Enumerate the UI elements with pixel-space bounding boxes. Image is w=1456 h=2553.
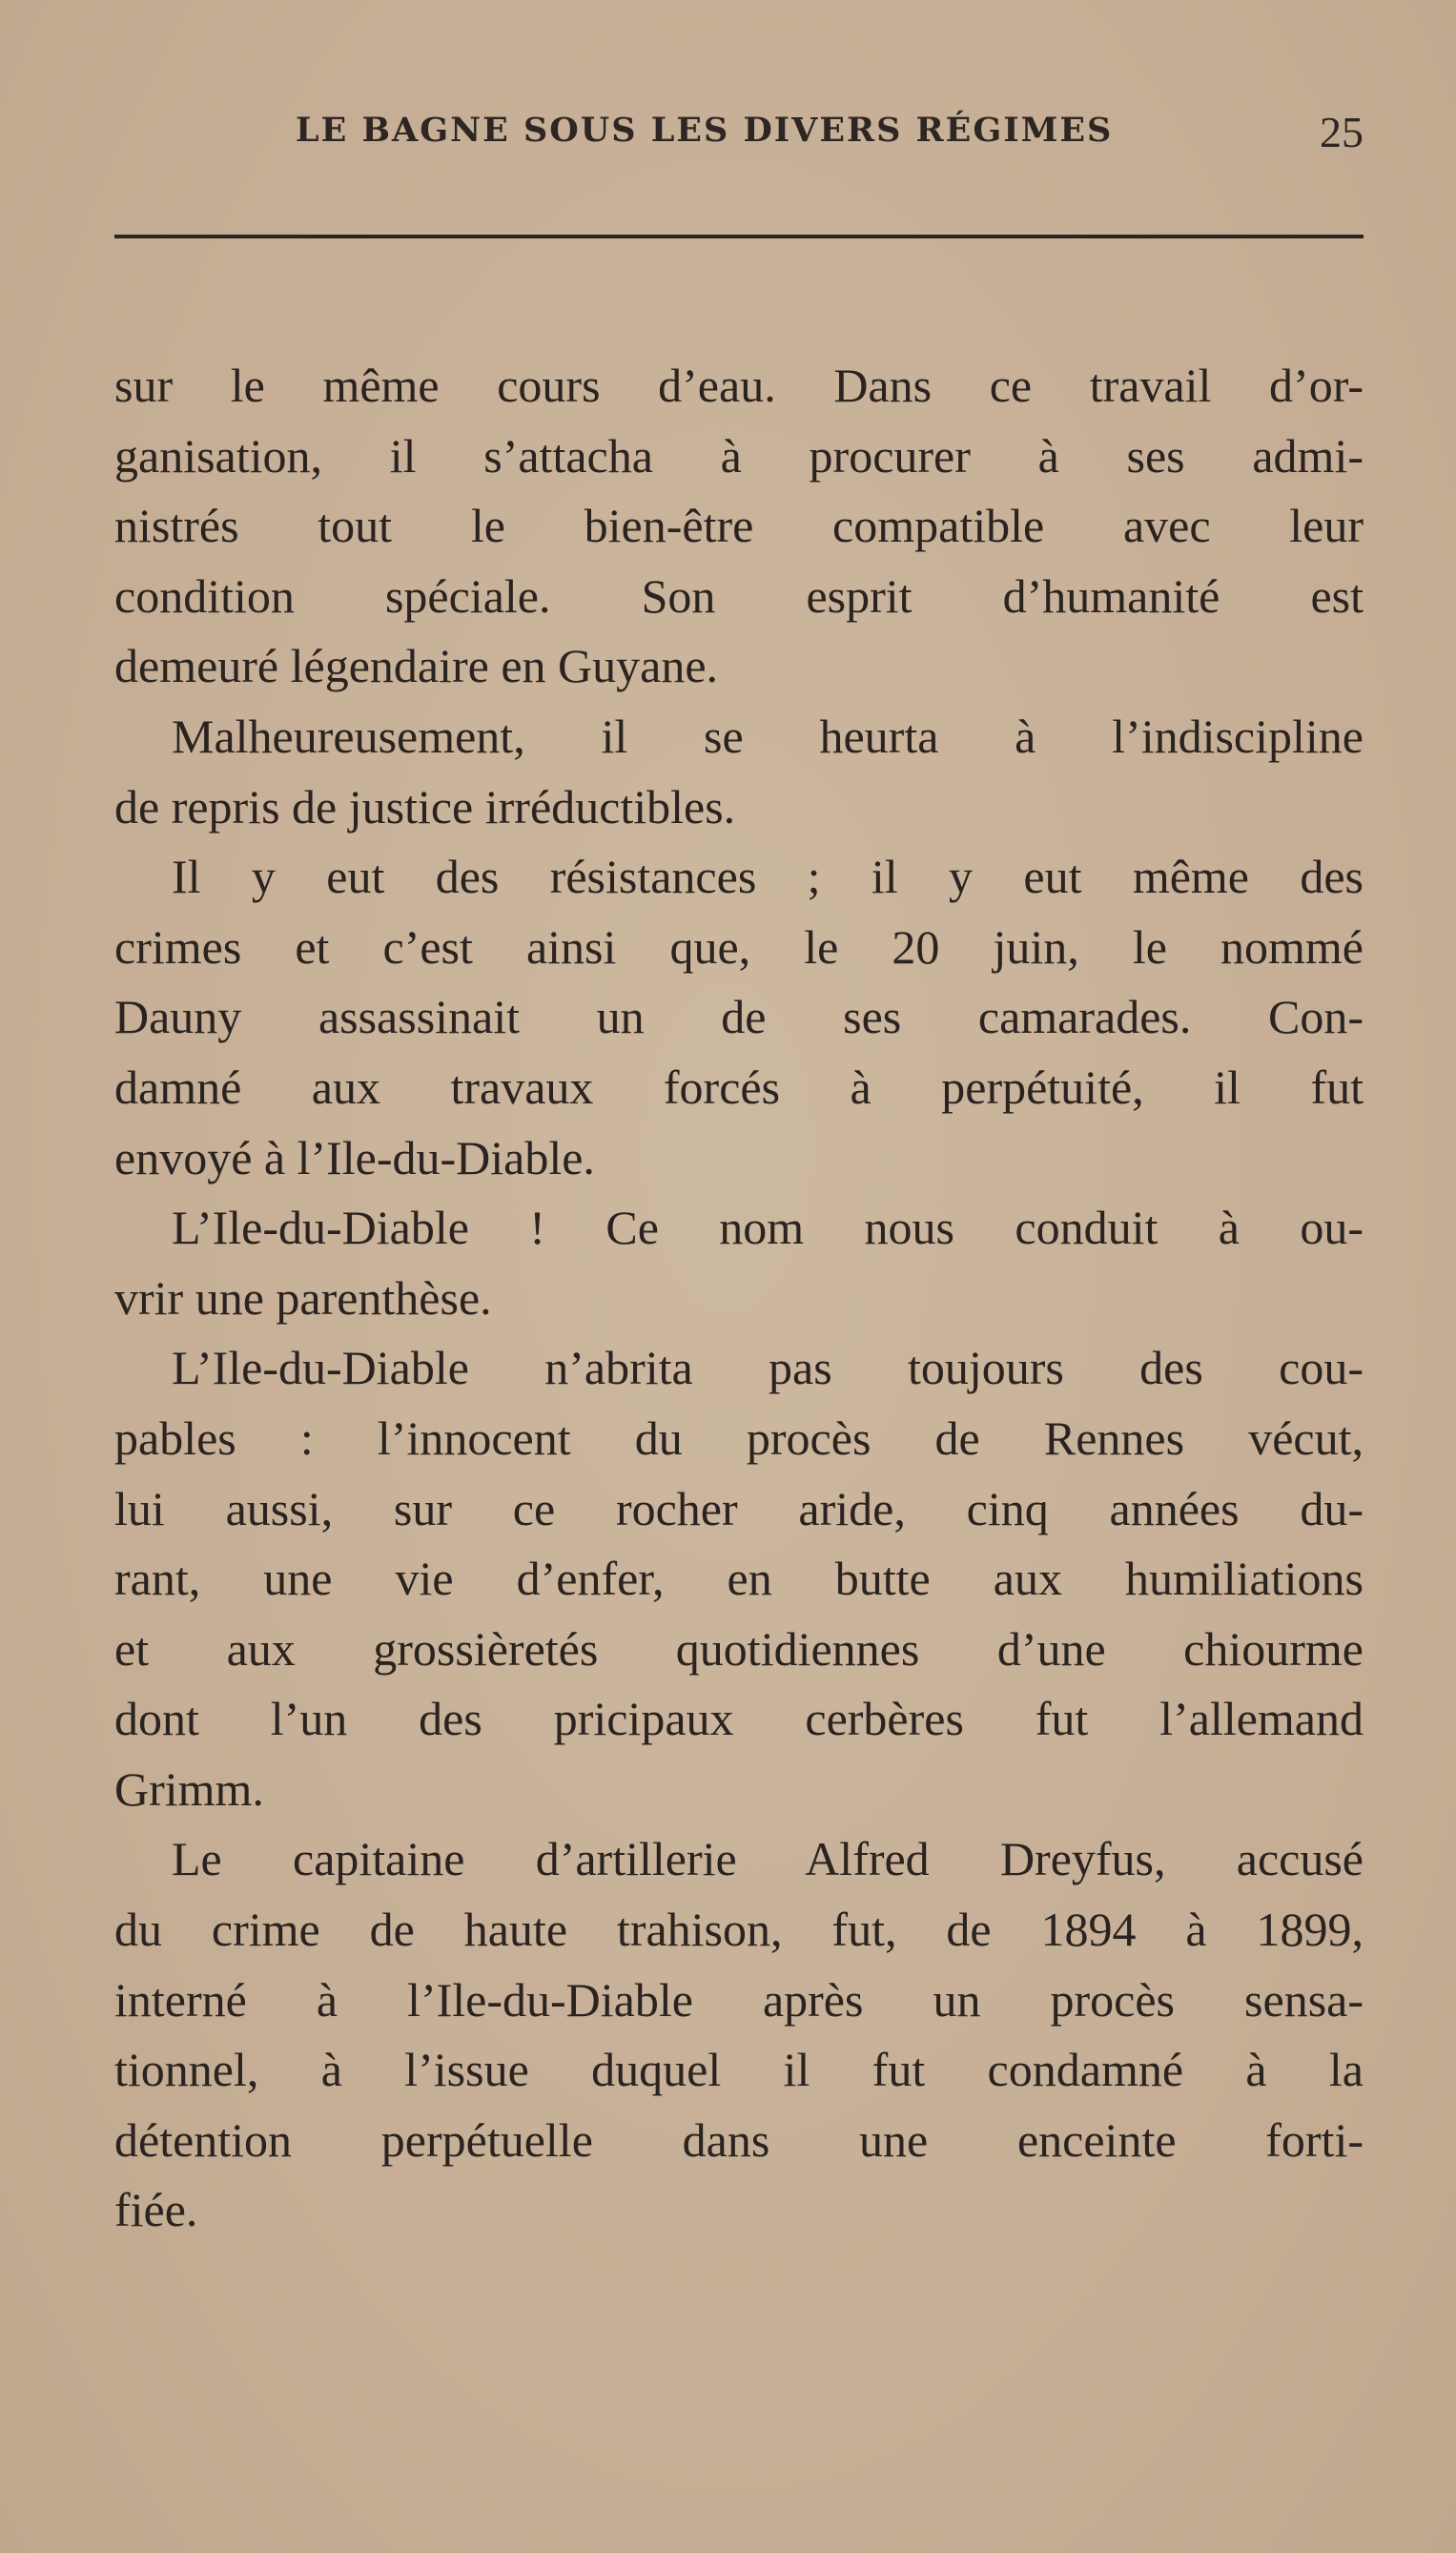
running-head <box>114 107 1364 164</box>
text-line: Malheureusement, il se heurta à l’indiscipline <box>172 709 1364 763</box>
text-line: L’Ile-du-Diable ! Ce nom nous conduit à ou- <box>172 1201 1364 1255</box>
text-line: Dauny assassinait un de ses camarades. Con- <box>114 990 1364 1044</box>
text-line: condition spéciale. Son esprit d’humanité est <box>114 568 1364 623</box>
text-line: et aux grossièretés quotidiennes d’une chiourme <box>114 1621 1364 1676</box>
text-line: crimes et c’est ainsi que, le 20 juin, le nommé <box>114 919 1364 974</box>
text-line: lui aussi, sur ce rocher aride, cinq années du- <box>114 1481 1364 1535</box>
text-line: sur le même cours d’eau. Dans ce travail d’or- <box>114 359 1364 412</box>
text-line: pables : l’innocent du procès de Rennes vécut, <box>114 1410 1364 1465</box>
text-line: détention perpétuelle dans une enceinte forti- <box>114 2112 1364 2167</box>
text-line: tionnel, à l’issue duquel il fut condamné à la <box>114 2043 1364 2097</box>
page-number: 25 <box>1320 108 1364 156</box>
text-line: envoyé à l’Ile-du-Diable. <box>114 1130 595 1184</box>
text-line: vrir une parenthèse. <box>114 1270 492 1325</box>
text-line: dont l’un des pricipaux cerbères fut l’allemand <box>114 1692 1364 1746</box>
body-text <box>114 351 1364 2246</box>
text-line: du crime de haute trahison, fut, de 1894 à 1899, <box>114 1903 1364 1957</box>
text-line: ganisation, il s’attacha à procurer à ses admi- <box>114 428 1364 483</box>
text-line: demeuré légendaire en Guyane. <box>114 639 719 693</box>
text-line: nistrés tout le bien-être compatible avec leur <box>114 499 1364 553</box>
text-line: interné à l’Ile-du-Diable après un procès sensa- <box>114 1972 1364 2027</box>
text-line: Le capitaine d’artillerie Alfred Dreyfus, accusé <box>172 1832 1364 1886</box>
text-line: rant, une vie d’enfer, en butte aux humiliations <box>114 1552 1364 1606</box>
text-line: de repris de justice irréductibles. <box>114 779 736 834</box>
text-line: Grimm. <box>114 1761 264 1816</box>
text-line: L’Ile-du-Diable n’abrita pas toujours des cou- <box>172 1341 1364 1395</box>
text-line: fiée. <box>114 2183 198 2237</box>
text-line: Il y eut des résistances ; il y eut même des <box>172 850 1364 904</box>
header-rule <box>114 235 1364 238</box>
running-title: LE BAGNE SOUS LES DIVERS RÉGIMES <box>296 111 1114 150</box>
text-line: damné aux travaux forcés à perpétuité, il fut <box>114 1060 1364 1114</box>
